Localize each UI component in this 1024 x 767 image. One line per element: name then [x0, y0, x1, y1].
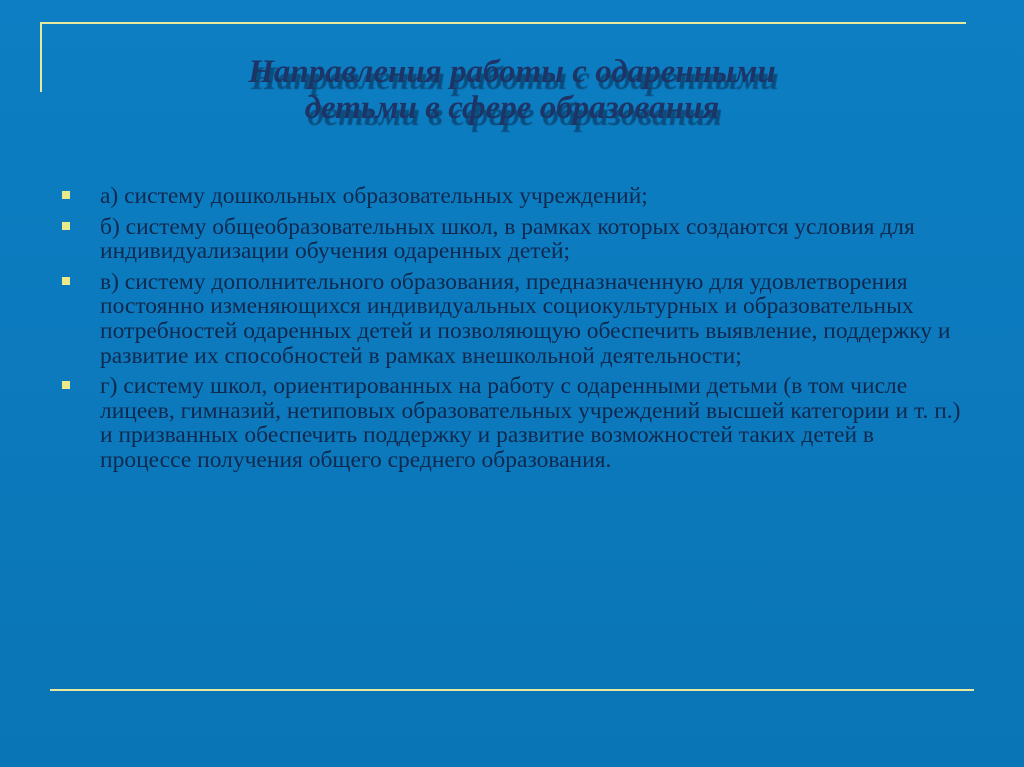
bullet-text: в) систему дополнительного образования, предназначенную для удовлетворения постоянно изменяющихся индивидуальных социокультурных и образовательных потребностей одаренных детей и позволяющую обеспечить выявление, поддержку и развитие их способностей в рамках внешкольной деятельности;	[100, 268, 951, 369]
bullet-text: а) систему дошкольных образовательных учреждений;	[100, 183, 648, 209]
bullet-item-g	[62, 374, 962, 472]
title-line-2: детьми в сфере образования	[304, 90, 720, 126]
title-line-1: Направления работы с одаренными	[248, 54, 776, 90]
bullet-text: г) систему школ, ориентированных на работу с одаренными детьми (в том числе лицеев, гимназий, нетиповых образовательных учреждений высшей категории и т. п.) и призванных обеспечить поддержку и развитие возможностей таких детей в процессе получения общего среднего образования.	[100, 373, 961, 473]
bullet-item-v	[62, 270, 962, 368]
bullet-item-b	[62, 215, 962, 264]
square-bullet-icon	[62, 277, 70, 285]
bullet-list	[62, 184, 962, 479]
frame-bottom-line	[50, 689, 974, 691]
frame-left-line	[40, 22, 42, 92]
frame-top-line	[40, 22, 966, 24]
square-bullet-icon	[62, 222, 70, 230]
square-bullet-icon	[62, 381, 70, 389]
bullet-text: б) систему общеобразовательных школ, в рамках которых создаются условия для индивидуализации обучения одаренных детей;	[100, 213, 915, 265]
slide-title	[60, 54, 964, 126]
bullet-item-a	[62, 184, 962, 209]
square-bullet-icon	[62, 191, 70, 199]
